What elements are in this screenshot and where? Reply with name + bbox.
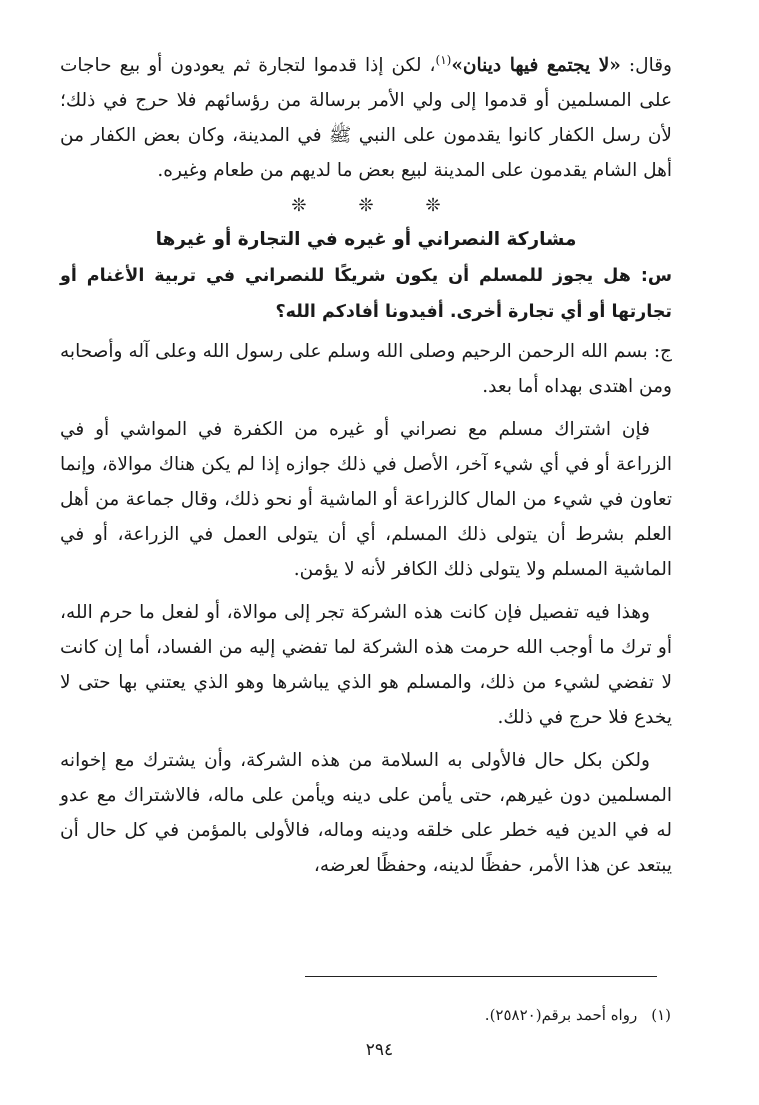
answer-paragraph-3: ولكن بكل حال فالأولى به السلامة من هذه الشركة، وأن يشترك مع إخوانه المسلمين دون غيرهم، حتى يأمن على دينه ويأمن على ماله، فالاشتراك مع عدو له في الدين فيه خطر على خلقه ودينه وماله، فالأولى بالمؤمن في كل حال أن يبتعد عن هذا الأمر، حفظًا لدينه، وحفظًا لعرضه، [60,750,672,876]
footnote-text: رواه أحمد برقم(٢٥٨٢٠). [484,1006,638,1024]
star-ornament-icon: ❊ [425,195,441,216]
star-ornament-icon: ❊ [358,195,374,216]
intro-prefix: وقال: [620,55,672,76]
intro-rest: ، لكن إذا قدموا لتجارة ثم يعودون أو بيع حاجات على المسلمين أو قدموا إلى ولي الأمر برسالة من رؤسائهم فلا حرج في ذلك؛ لأن رسل الكفار كانوا يقدمون على النبي ﷺ في المدينة، وكان بعض الكفار من أهل الشام يقدمون على المدينة لبيع بعض ما لديهم من طعام وغيره. [60,55,672,181]
question-text: س: هل يجوز للمسلم أن يكون شريكًا للنصراني في تربية الأغنام أو تجارتها أو أي تجارة أخرى. أفيدونا أفادكم الله؟ [60,266,672,322]
answer-paragraph-2: وهذا فيه تفصيل فإن كانت هذه الشركة تجر إلى موالاة، أو لفعل ما حرم الله، أو ترك ما أوجب الله حرمت هذه الشركة لما تفضي إليه من الفساد، أما إن كانت لا تفضي لشيء من ذلك، والمسلم هو الذي يباشرها وهو الذي يعتني بها حتى لا يخدع فلا حرج في ذلك. [60,602,672,728]
intro-paragraph [60,48,672,188]
page-number: ٢٩٤ [365,1040,394,1060]
section-separator [60,190,672,222]
footnote-number: (١) [651,1006,671,1024]
footnote-reference[interactable]: (١) [435,52,452,67]
star-ornament-icon: ❊ [291,195,307,216]
answer-opening: ج: بسم الله الرحمن الرحيم وصلى الله وسلم على رسول الله وعلى آله وأصحابه ومن اهتدى بهداه أما بعد. [60,341,672,397]
footnote [485,1004,671,1026]
hadith-quote: «لا يجتمع فيها دينان» [451,55,621,76]
answer-paragraph-1: فإن اشتراك مسلم مع نصراني أو غيره من الكفرة في المواشي أو في الزراعة أو في أي شيء آخر، الأصل في ذلك جوازه إذا لم يكن هناك موالاة، وإنما تعاون في شيء من المال كالزراعة أو الماشية أو نحو ذلك، وقال جماعة من أهل العلم بشرط أن يتولى ذلك المسلم، أي أن يتولى العمل في الزراعة، أو في الماشية المسلم ولا يتولى ذلك الكافر لأنه لا يؤمن. [60,419,672,580]
footnote-divider [305,976,657,977]
section-heading: مشاركة النصراني أو غيره في التجارة أو غيرها [155,229,577,250]
page-body [60,48,672,883]
